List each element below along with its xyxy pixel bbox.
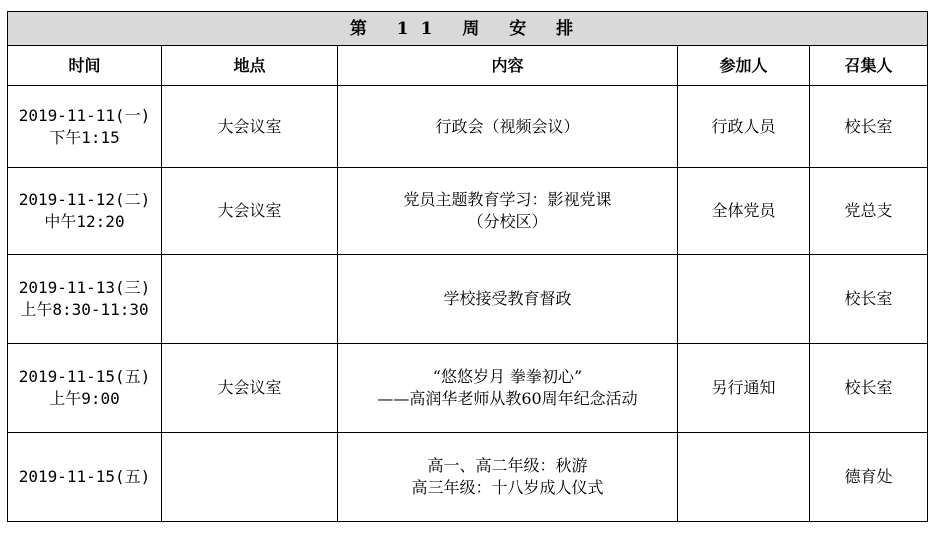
content-cell — [338, 168, 678, 255]
table-row — [8, 255, 928, 344]
content-line: 高一、高二年级：秋游 — [427, 456, 588, 475]
content-cell — [338, 86, 678, 168]
schedule-table — [7, 11, 928, 522]
place-cell: 大会议室 — [162, 86, 338, 168]
time-clock: 下午1:15 — [49, 127, 120, 147]
place-cell — [162, 433, 338, 522]
time-date: 2019-11-12(二) — [18, 190, 151, 209]
time-cell — [8, 255, 162, 344]
header-convener: 召集人 — [810, 46, 928, 86]
table-row — [8, 168, 928, 255]
content-line: 高三年级：十八岁成人仪式 — [411, 478, 604, 497]
time-date: 2019-11-11(一) — [18, 105, 151, 125]
place-cell: 大会议室 — [162, 344, 338, 433]
header-row — [8, 46, 928, 86]
table-row — [8, 433, 928, 522]
time-clock: 中午12:20 — [44, 212, 125, 231]
table-row — [8, 86, 928, 168]
content-line: ——高润华老师从教60周年纪念活动 — [377, 389, 638, 408]
participants-cell: 行政人员 — [678, 86, 810, 168]
content-line: 行政会（视频会议） — [435, 116, 580, 136]
header-place: 地点 — [162, 46, 338, 86]
convener-cell: 党总支 — [810, 168, 928, 255]
time-cell — [8, 168, 162, 255]
content-cell — [338, 255, 678, 344]
time-cell — [8, 86, 162, 168]
time-clock: 上午9:00 — [49, 389, 120, 408]
content-line: 学校接受教育督政 — [443, 289, 572, 308]
convener-cell: 德育处 — [810, 433, 928, 522]
time-clock: 上午8:30-11:30 — [20, 300, 149, 319]
time-cell — [8, 433, 162, 522]
table-row — [8, 344, 928, 433]
convener-cell: 校长室 — [810, 255, 928, 344]
content-line: “悠悠岁月 拳拳初心” — [432, 367, 583, 386]
title-row — [8, 12, 928, 46]
content-line: （分校区） — [467, 212, 548, 231]
convener-cell: 校长室 — [810, 86, 928, 168]
convener-cell: 校长室 — [810, 344, 928, 433]
content-cell — [338, 433, 678, 522]
schedule-title: 第 11 周 安 排 — [8, 12, 928, 46]
header-time: 时间 — [8, 46, 162, 86]
participants-cell: 全体党员 — [678, 168, 810, 255]
participants-cell — [678, 255, 810, 344]
content-cell — [338, 344, 678, 433]
time-date: 2019-11-15(五) — [18, 467, 151, 486]
time-cell — [8, 344, 162, 433]
place-cell: 大会议室 — [162, 168, 338, 255]
time-date: 2019-11-13(三) — [18, 278, 151, 297]
participants-cell — [678, 433, 810, 522]
header-participants: 参加人 — [678, 46, 810, 86]
participants-cell: 另行通知 — [678, 344, 810, 433]
header-content: 内容 — [338, 46, 678, 86]
place-cell — [162, 255, 338, 344]
time-date: 2019-11-15(五) — [18, 367, 151, 386]
content-line: 党员主题教育学习：影视党课 — [403, 190, 612, 209]
